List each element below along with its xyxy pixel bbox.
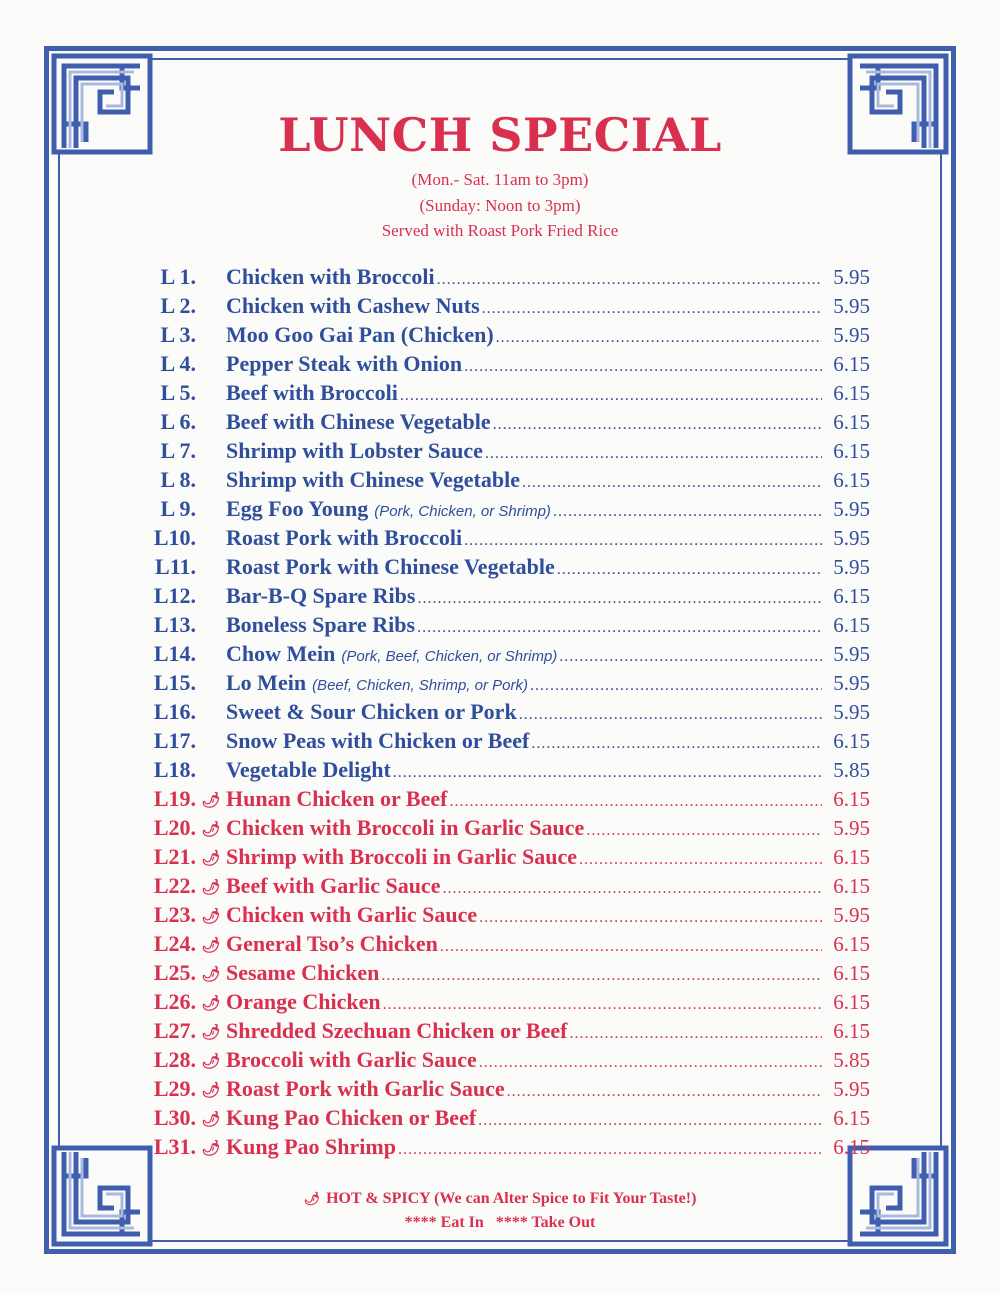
- dot-leader: [507, 1077, 822, 1106]
- item-name: Beef with Garlic Sauce: [226, 873, 441, 898]
- menu-item-row: [130, 1074, 870, 1103]
- menu-item-row: [130, 639, 870, 668]
- item-name: Lo Mein: [226, 670, 307, 695]
- dot-leader: [449, 787, 822, 816]
- item-number: L20.: [153, 815, 196, 840]
- item-number: L 6.: [160, 409, 196, 434]
- item-price: 6.15: [833, 787, 870, 811]
- item-price: 5.95: [833, 497, 870, 521]
- chili-pepper-icon: 🌶: [201, 1025, 221, 1041]
- item-price: 6.15: [833, 1135, 870, 1159]
- item-name: Kung Pao Shrimp: [226, 1134, 396, 1159]
- dot-leader: [482, 294, 822, 323]
- menu-item-row: [130, 958, 870, 987]
- dot-leader: [522, 468, 822, 497]
- menu-item-row: [130, 668, 870, 697]
- item-price: 6.15: [833, 381, 870, 405]
- item-name: General Tso’s Chicken: [226, 931, 438, 956]
- spicy-legend-text: HOT & SPICY (We can Alter Spice to Fit Your Taste!): [326, 1190, 697, 1207]
- menu-item-row: [130, 291, 870, 320]
- item-name: Hunan Chicken or Beef: [226, 786, 448, 811]
- chili-pepper-icon: 🌶: [201, 909, 221, 925]
- item-name: Beef with Chinese Vegetable: [226, 409, 491, 434]
- item-name: Vegetable Delight: [226, 757, 391, 782]
- item-name: Boneless Spare Ribs: [226, 612, 416, 637]
- item-name: Bar-B-Q Spare Ribs: [226, 583, 416, 608]
- chili-pepper-icon: 🌶: [201, 822, 221, 838]
- item-name: Broccoli with Garlic Sauce: [226, 1047, 477, 1072]
- dot-leader: [442, 874, 822, 903]
- dot-leader: [464, 352, 822, 381]
- dot-leader: [393, 758, 822, 787]
- menu-item-row: [130, 929, 870, 958]
- item-price: 6.15: [833, 1019, 870, 1043]
- dot-leader: [586, 816, 822, 845]
- item-number: L 7.: [160, 438, 196, 463]
- item-name: Kung Pao Chicken or Beef: [226, 1105, 477, 1130]
- item-name: Roast Pork with Garlic Sauce: [226, 1076, 505, 1101]
- item-number: L13.: [153, 612, 196, 637]
- take-out-label: **** Take Out: [495, 1214, 596, 1231]
- dot-leader: [383, 990, 822, 1019]
- dot-leader: [557, 555, 822, 584]
- dot-leader: [569, 1019, 822, 1048]
- menu-item-row: [130, 987, 870, 1016]
- menu-item-list: [130, 262, 870, 1161]
- item-price: 5.95: [833, 700, 870, 724]
- item-name: Sesame Chicken: [226, 960, 380, 985]
- item-price: 6.15: [833, 729, 870, 753]
- item-price: 5.95: [833, 671, 870, 695]
- item-number: L31.: [153, 1134, 196, 1159]
- item-name: Sweet & Sour Chicken or Pork: [226, 699, 517, 724]
- menu-item-row: [130, 494, 870, 523]
- menu-item-row: [130, 871, 870, 900]
- chili-pepper-icon: 🌶: [303, 1191, 321, 1206]
- item-name: Shrimp with Chinese Vegetable: [226, 467, 520, 492]
- item-number: L25.: [153, 960, 196, 985]
- item-number: L 8.: [160, 467, 196, 492]
- menu-item-row: [130, 349, 870, 378]
- item-number: L12.: [153, 583, 196, 608]
- item-name: Roast Pork with Chinese Vegetable: [226, 554, 555, 579]
- menu-item-row: [130, 465, 870, 494]
- item-number: L18.: [153, 757, 196, 782]
- dot-leader: [381, 961, 822, 990]
- menu-item-row: [130, 378, 870, 407]
- menu-item-row: [130, 262, 870, 291]
- item-name: Shrimp with Broccoli in Garlic Sauce: [226, 844, 577, 869]
- dot-leader: [553, 497, 822, 526]
- dot-leader: [496, 323, 822, 352]
- dot-leader: [531, 729, 822, 758]
- item-price: 6.15: [833, 352, 870, 376]
- item-number: L21.: [153, 844, 196, 869]
- sunday-hours: (Sunday: Noon to 3pm): [419, 196, 581, 215]
- item-number: L22.: [153, 873, 196, 898]
- item-options-note: (Pork, Chicken, or Shrimp): [374, 503, 551, 520]
- spicy-legend: [0, 1190, 1000, 1208]
- menu-item-row: [130, 436, 870, 465]
- dot-leader: [479, 1048, 822, 1077]
- item-name: Snow Peas with Chicken or Beef: [226, 728, 530, 753]
- item-number: L24.: [153, 931, 196, 956]
- dot-leader: [440, 932, 822, 961]
- item-name: Beef with Broccoli: [226, 380, 398, 405]
- item-name: Pepper Steak with Onion: [226, 351, 463, 376]
- item-price: 5.95: [833, 323, 870, 347]
- item-number: L 9.: [160, 496, 196, 521]
- item-options-note: (Beef, Chicken, Shrimp, or Pork): [312, 677, 528, 694]
- chili-pepper-icon: 🌶: [201, 880, 221, 896]
- service-options: [0, 1214, 1000, 1232]
- item-number: L 5.: [160, 380, 196, 405]
- chili-pepper-icon: 🌶: [201, 851, 221, 867]
- chili-pepper-icon: 🌶: [201, 1054, 221, 1070]
- item-price: 6.15: [833, 410, 870, 434]
- item-price: 6.15: [833, 990, 870, 1014]
- served-with-note: Served with Roast Pork Fried Rice: [381, 221, 619, 240]
- item-number: L29.: [153, 1076, 196, 1101]
- chili-pepper-icon: 🌶: [201, 1083, 221, 1099]
- menu-item-row: [130, 755, 870, 784]
- item-name: Chicken with Garlic Sauce: [226, 902, 478, 927]
- item-number: L16.: [153, 699, 196, 724]
- item-name: Chicken with Broccoli: [226, 264, 435, 289]
- item-price: 6.15: [833, 874, 870, 898]
- item-number: L19.: [153, 786, 196, 811]
- item-price: 6.15: [833, 584, 870, 608]
- item-number: L15.: [153, 670, 196, 695]
- menu-item-row: [130, 552, 870, 581]
- item-price: 6.15: [833, 613, 870, 637]
- item-number: L26.: [153, 989, 196, 1014]
- item-name: Egg Foo Young: [226, 496, 369, 521]
- dot-leader: [559, 642, 822, 671]
- item-name: Chicken with Cashew Nuts: [226, 293, 480, 318]
- menu-item-row: [130, 842, 870, 871]
- chili-pepper-icon: 🌶: [201, 996, 221, 1012]
- item-options-note: (Pork, Beef, Chicken, or Shrimp): [341, 648, 558, 665]
- item-price: 5.95: [833, 903, 870, 927]
- item-name: Shredded Szechuan Chicken or Beef: [226, 1018, 568, 1043]
- menu-item-row: [130, 697, 870, 726]
- item-price: 5.95: [833, 526, 870, 550]
- item-price: 6.15: [833, 439, 870, 463]
- item-price: 6.15: [833, 1106, 870, 1130]
- dot-leader: [464, 526, 822, 555]
- weekday-hours: (Mon.- Sat. 11am to 3pm): [411, 170, 589, 189]
- dot-leader: [493, 410, 822, 439]
- dot-leader: [417, 613, 822, 642]
- item-name: Shrimp with Lobster Sauce: [226, 438, 483, 463]
- item-price: 5.95: [833, 265, 870, 289]
- menu-item-row: [130, 726, 870, 755]
- item-number: L 4.: [160, 351, 196, 376]
- menu-item-row: [130, 1103, 870, 1132]
- chili-pepper-icon: 🌶: [201, 1112, 221, 1128]
- dot-leader: [579, 845, 822, 874]
- item-number: L28.: [153, 1047, 196, 1072]
- item-number: L 1.: [160, 264, 196, 289]
- dot-leader: [398, 1135, 822, 1164]
- item-name: Moo Goo Gai Pan (Chicken): [226, 322, 494, 347]
- chili-pepper-icon: 🌶: [201, 1141, 221, 1157]
- menu-item-row: [130, 1016, 870, 1045]
- item-price: 6.15: [833, 845, 870, 869]
- menu-item-row: [130, 1045, 870, 1074]
- dot-leader: [485, 439, 822, 468]
- chili-pepper-icon: 🌶: [201, 967, 221, 983]
- item-number: L27.: [153, 1018, 196, 1043]
- item-number: L30.: [153, 1105, 196, 1130]
- item-name: Roast Pork with Broccoli: [226, 525, 463, 550]
- dot-leader: [478, 1106, 822, 1135]
- dot-leader: [417, 584, 822, 613]
- dot-leader: [437, 265, 822, 294]
- menu-item-row: [130, 320, 870, 349]
- menu-item-row: [130, 813, 870, 842]
- item-name: Chicken with Broccoli in Garlic Sauce: [226, 815, 585, 840]
- dot-leader: [530, 671, 822, 700]
- item-number: L 2.: [160, 293, 196, 318]
- menu-item-row: [130, 1132, 870, 1161]
- item-price: 5.95: [833, 1077, 870, 1101]
- item-price: 6.15: [833, 932, 870, 956]
- menu-item-row: [130, 407, 870, 436]
- dot-leader: [519, 700, 822, 729]
- item-price: 5.85: [833, 1048, 870, 1072]
- menu-item-row: [130, 610, 870, 639]
- chili-pepper-icon: 🌶: [201, 938, 221, 954]
- item-number: L14.: [153, 641, 196, 666]
- dot-leader: [479, 903, 822, 932]
- menu-item-row: [130, 581, 870, 610]
- eat-in-label: **** Eat In: [404, 1214, 484, 1231]
- item-number: L23.: [153, 902, 196, 927]
- item-number: L10.: [153, 525, 196, 550]
- item-price: 6.15: [833, 468, 870, 492]
- item-number: L 3.: [160, 322, 196, 347]
- item-number: L17.: [153, 728, 196, 753]
- menu-item-row: [130, 523, 870, 552]
- dot-leader: [400, 381, 822, 410]
- menu-title: LUNCH SPECIAL: [278, 108, 722, 162]
- item-price: 6.15: [833, 961, 870, 985]
- item-price: 5.85: [833, 758, 870, 782]
- item-name: Orange Chicken: [226, 989, 381, 1014]
- item-number: L11.: [155, 554, 196, 579]
- item-name: Chow Mein: [226, 641, 336, 666]
- chili-pepper-icon: 🌶: [201, 793, 221, 809]
- item-price: 5.95: [833, 294, 870, 318]
- item-price: 5.95: [833, 816, 870, 840]
- item-price: 5.95: [833, 555, 870, 579]
- menu-item-row: [130, 900, 870, 929]
- item-price: 5.95: [833, 642, 870, 666]
- menu-item-row: [130, 784, 870, 813]
